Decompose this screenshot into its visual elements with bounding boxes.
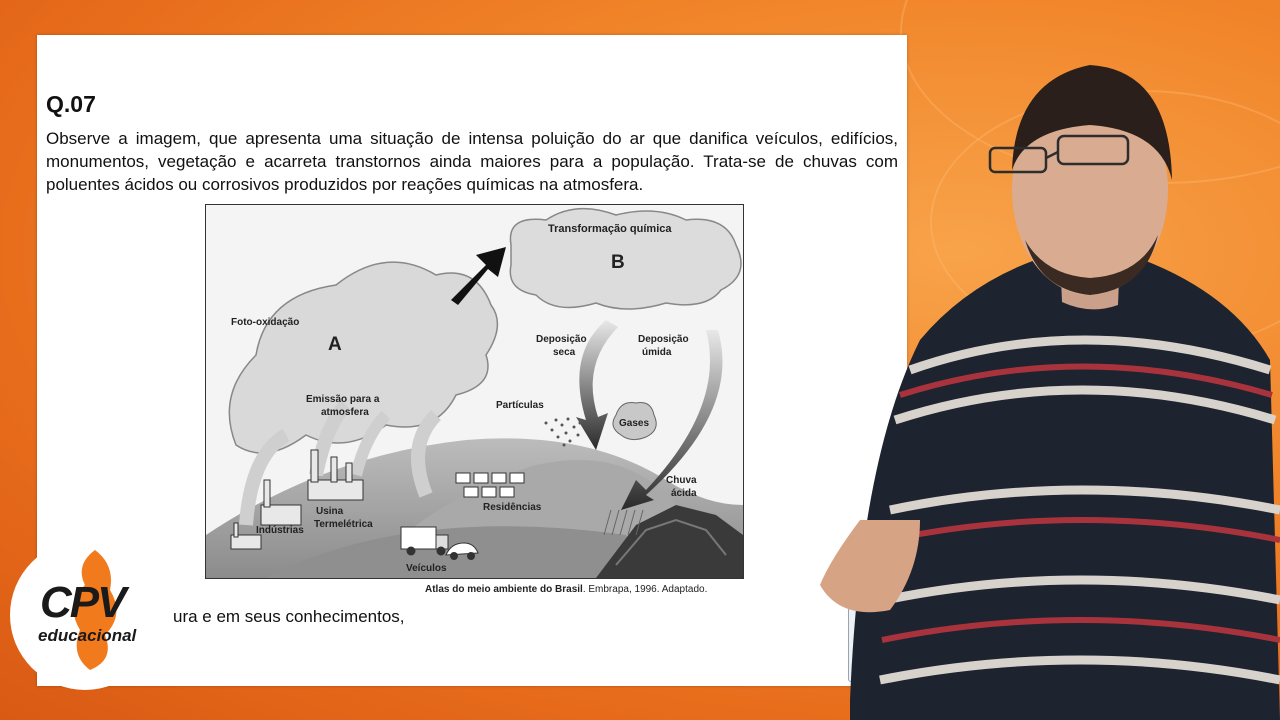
question-text: Observe a imagem, que apresenta uma situação de intensa poluição do ar que danifica veículos, edifícios, monumentos, vegetação e acarreta transtornos ainda maiores para a população. Trata-se de chuvas com poluentes ácidos ou corrosivos produzidos por reações químicas na atmosfera. xyxy=(46,129,898,194)
label-gases: Gases xyxy=(619,418,650,429)
cpv-logo xyxy=(10,540,180,700)
label-transformacao: Transformação química xyxy=(548,223,672,235)
logo-subtitle: educacional xyxy=(38,626,137,645)
label-deposicao-seca: Deposição xyxy=(536,334,587,345)
label-usina: Usina xyxy=(316,506,344,517)
label-a: A xyxy=(328,334,342,355)
label-emissao: Emissão para a xyxy=(306,394,380,405)
label-deposicao-seca-2: seca xyxy=(553,347,576,358)
label-veiculos: Veículos xyxy=(406,563,447,574)
label-foto-oxidacao: Foto-oxidação xyxy=(231,317,300,328)
label-industrias: Indústrias xyxy=(256,525,304,536)
acid-rain-diagram xyxy=(205,204,744,579)
label-deposicao-umida-2: úmida xyxy=(642,347,672,358)
label-particulas: Partículas xyxy=(496,400,544,411)
figure-caption xyxy=(425,584,707,595)
caption-rest: . Embrapa, 1996. Adaptado. xyxy=(582,584,708,595)
logo-brand: CPV xyxy=(40,578,125,627)
label-termeletrica: Termelétrica xyxy=(314,519,373,530)
question-number: Q.07 xyxy=(46,91,96,117)
label-emissao-2: atmosfera xyxy=(321,407,369,418)
label-b: B xyxy=(611,252,625,273)
label-residencias: Residências xyxy=(483,502,542,513)
label-acida: ácida xyxy=(671,488,697,499)
label-chuva: Chuva xyxy=(666,475,697,486)
question-continuation: ura e em seus conhecimentos, xyxy=(173,607,405,626)
caption-source: Atlas do meio ambiente do Brasil xyxy=(425,584,583,595)
presenter xyxy=(800,40,1280,720)
label-deposicao-umida: Deposição xyxy=(638,334,689,345)
